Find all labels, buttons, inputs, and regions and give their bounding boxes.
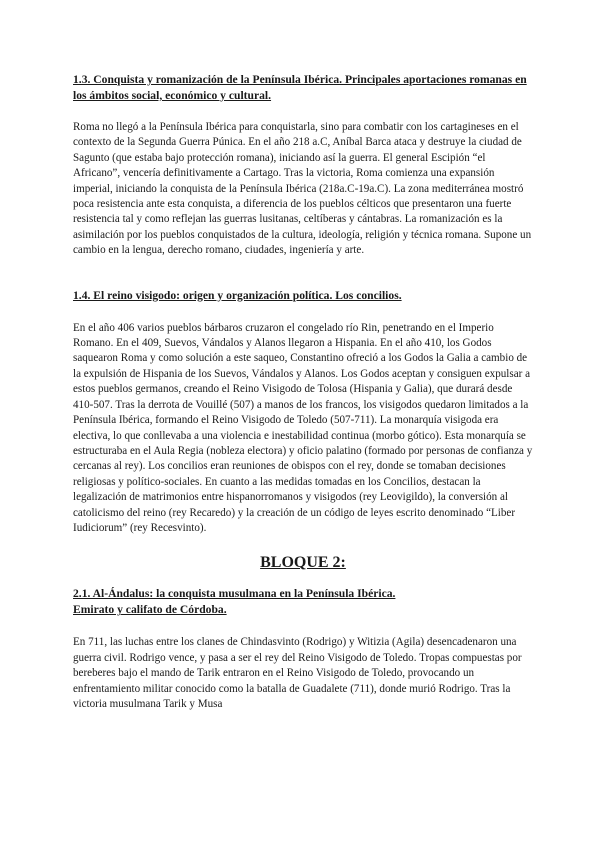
- bloque-2-heading: BLOQUE 2:: [260, 554, 346, 572]
- section-1-4-paragraph: En el año 406 varios pueblos bárbaros cruzaron el congelado río Rin, penetrando en el Imperio Romano. En el 409, Suevos, Vándalos y Alanos llegaron a Hispania. En el año 410, los Godos saquearon Roma y como solución a este saqueo, Constantino ofreció a los Godos la Galia a cambio de la expulsión de Hispania de los Suevos, Vándalos y Alanos. Los Godos aceptan y consiguen expulsar a estos pueblos germanos, creando el Reino Visigodo de Tolosa (Hispania y Galia), que durará desde 410-507. Tras la derrota de Vouillé (507) a manos de los francos, los visigodos quedaron limitados a la Península Ibérica, formando el Reino Visigodo de Toledo (507-711). La monarquía visigoda era electiva, lo que conllevaba a una violencia e inestabilidad continua (morbo gótico). Esta monarquía se estructuraba en el Aula Regia (nobleza electora) y oficio palatino (formado por personas de confianza y cercanas al rey). Los concilios eran reuniones de obispos con el rey, donde se tomaban decisiones religiosas y político-sociales. En cuanto a las medidas tomadas en los Concilios, destacan la legalización de matrimonios entre hispanorromanos y visigodos (rey Leovigildo), la conversión al catolicismo del reino (rey Recaredo) y la creación de un código de leyes escrito denominado “Liber Iudiciorum” (rey Recesvinto).: [73, 321, 533, 534]
- section-2-1-paragraph: En 711, las luchas entre los clanes de Chindasvinto (Rodrigo) y Witizia (Agila) desencadenaron una guerra civil. Rodrigo vence, y pasa a ser el rey del Reino Visigodo de Toledo. Tropas compuestas por bereberes bajo el mando de Tarik entraron en el Reino Visigodo de Toledo, provocando un enfrentamiento militar conocido como la batalla de Guadalete (711), donde murió Rodrigo. Tras la victoria musulmana Tarik y Musa: [73, 636, 522, 710]
- section-2-1-heading-line-1: 2.1. Al-Ándalus: la conquista musulmana en la Península Ibérica.: [73, 587, 396, 601]
- page-content: [73, 72, 533, 712]
- section-1-3-heading: 1.3. Conquista y romanización de la Península Ibérica. Principales aportaciones romanas en los ámbitos social, económico y cultural.: [73, 73, 527, 102]
- section-2-1-heading-line-2: Emirato y califato de Córdoba.: [73, 603, 227, 617]
- section-2-1-heading: [73, 586, 533, 618]
- section-1-3-paragraph: Roma no llegó a la Península Ibérica para conquistarla, sino para combatir con los cartagineses en el contexto de la Segunda Guerra Púnica. En el año 218 a.C, Aníbal Barca ataca y destruye la ciudad de Sagunto (que estaba bajo protección romana), iniciando así la guerra. El general Escipión “el Africano”, vencería definitivamente a Cartago. Tras la victoria, Roma comienza una expansión imperial, iniciando la conquista de la Península Ibérica (218a.C-19a.C). La zona mediterránea mostró poca resistencia ante esta conquista, a diferencia de los pueblos célticos que presentaron una fuerte resistencia tal y como reflejan las guerras lusitanas, celtíberas y cántabras. La romanización es la asimilación por los pueblos conquistados de la cultura, ideología, religión y técnica romana. Supone un cambio en la lengua, derecho romano, ciudades, ingeniería y arte.: [73, 121, 532, 257]
- section-1-4-heading: 1.4. El reino visigodo: origen y organización política. Los concilios.: [73, 288, 402, 302]
